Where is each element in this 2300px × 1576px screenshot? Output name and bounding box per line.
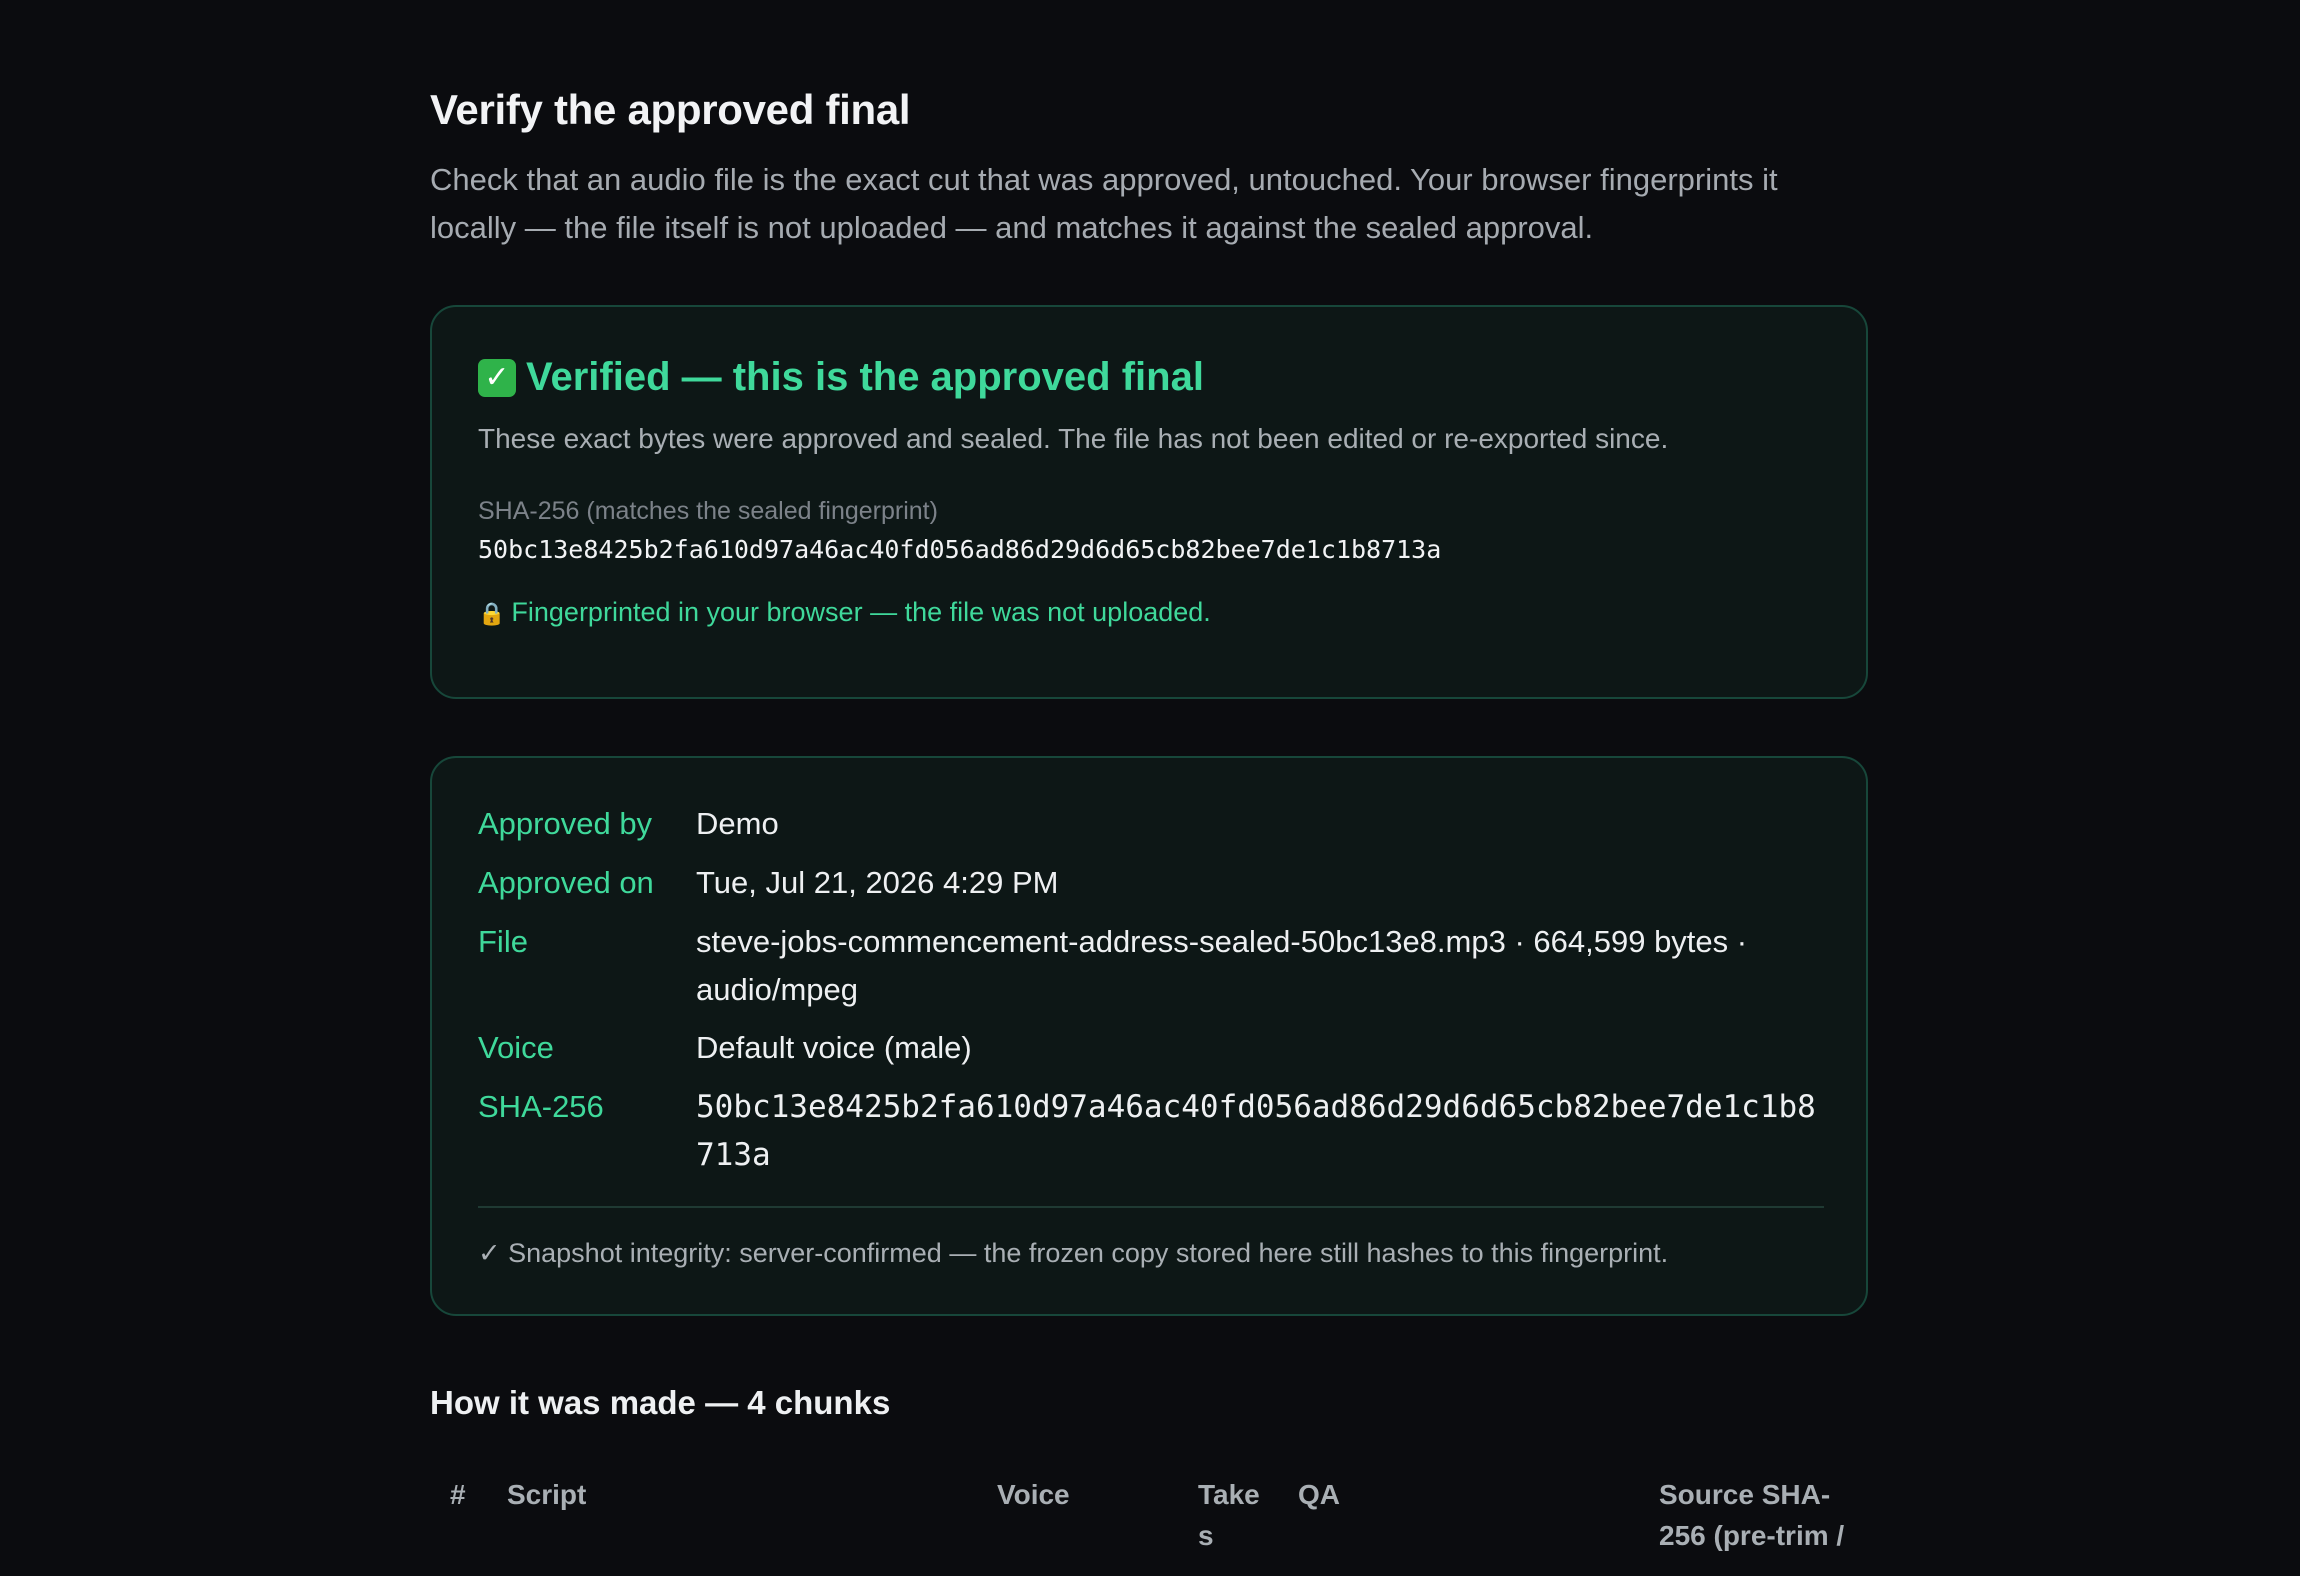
file-row (478, 918, 1838, 1014)
column-header-script: Script (507, 1479, 587, 1510)
approved-on-value: Tue, Jul 21, 2026 4:29 PM (696, 865, 1059, 900)
file-value: steve-jobs-commencement-address-sealed-50bc13e8.mp3 · 664,599 bytes · audio/mpeg (696, 924, 1748, 1007)
approved-on-row (478, 859, 1838, 907)
approved-on-label: Approved on (478, 865, 654, 900)
approved-by-value: Demo (696, 806, 779, 841)
file-label: File (478, 924, 528, 959)
column-header-number: # (450, 1479, 466, 1510)
sha-value: 50bc13e8425b2fa610d97a46ac40fd056ad86d29d6d65cb82bee7de1c1b8713a (696, 1089, 1816, 1173)
column-header-voice: Voice (997, 1479, 1070, 1510)
hash-label: SHA-256 (matches the sealed fingerprint) (478, 497, 938, 525)
verification-result-card (430, 305, 1868, 699)
voice-label: Voice (478, 1030, 554, 1065)
voice-row (478, 1024, 1838, 1072)
verification-title-text: Verified — this is the approved final (526, 355, 1204, 399)
approval-metadata-card (430, 756, 1868, 1316)
divider (478, 1206, 1824, 1208)
hash-value: 50bc13e8425b2fa610d97a46ac40fd056ad86d29d6d65cb82bee7de1c1b8713a (478, 535, 1442, 564)
approved-by-label: Approved by (478, 806, 653, 841)
column-header-source-sha: Source SHA-256 (pre-trim / (1659, 1479, 1845, 1551)
sha-row (478, 1083, 1838, 1179)
page-title: Verify the approved final (430, 86, 911, 133)
check-mark-icon: ✓ (478, 359, 516, 397)
voice-value: Default voice (male) (696, 1030, 972, 1065)
local-fingerprint-note (478, 597, 1211, 628)
page-lead: Check that an audio file is the exact cut that was approved, untouched. Your browser fingerprints it locally — the file itself is not uploaded — and matches it against the sealed approval. (430, 162, 1778, 245)
verification-title (478, 355, 1204, 400)
sha-label: SHA-256 (478, 1089, 604, 1124)
column-header-qa: QA (1298, 1479, 1340, 1510)
snapshot-integrity-note: ✓ Snapshot integrity: server-confirmed — the frozen copy stored here still hashes to this fingerprint. (478, 1238, 1669, 1268)
approved-by-row (478, 800, 1838, 848)
chunks-section-title: How it was made — 4 chunks (430, 1384, 891, 1421)
column-header-takes: Takes (1198, 1479, 1260, 1551)
verification-description: These exact bytes were approved and sealed. The file has not been edited or re-exported since. (478, 423, 1669, 454)
lock-icon: 🔒 (478, 601, 506, 626)
local-fingerprint-note-text: Fingerprinted in your browser — the file was not uploaded. (511, 597, 1211, 627)
